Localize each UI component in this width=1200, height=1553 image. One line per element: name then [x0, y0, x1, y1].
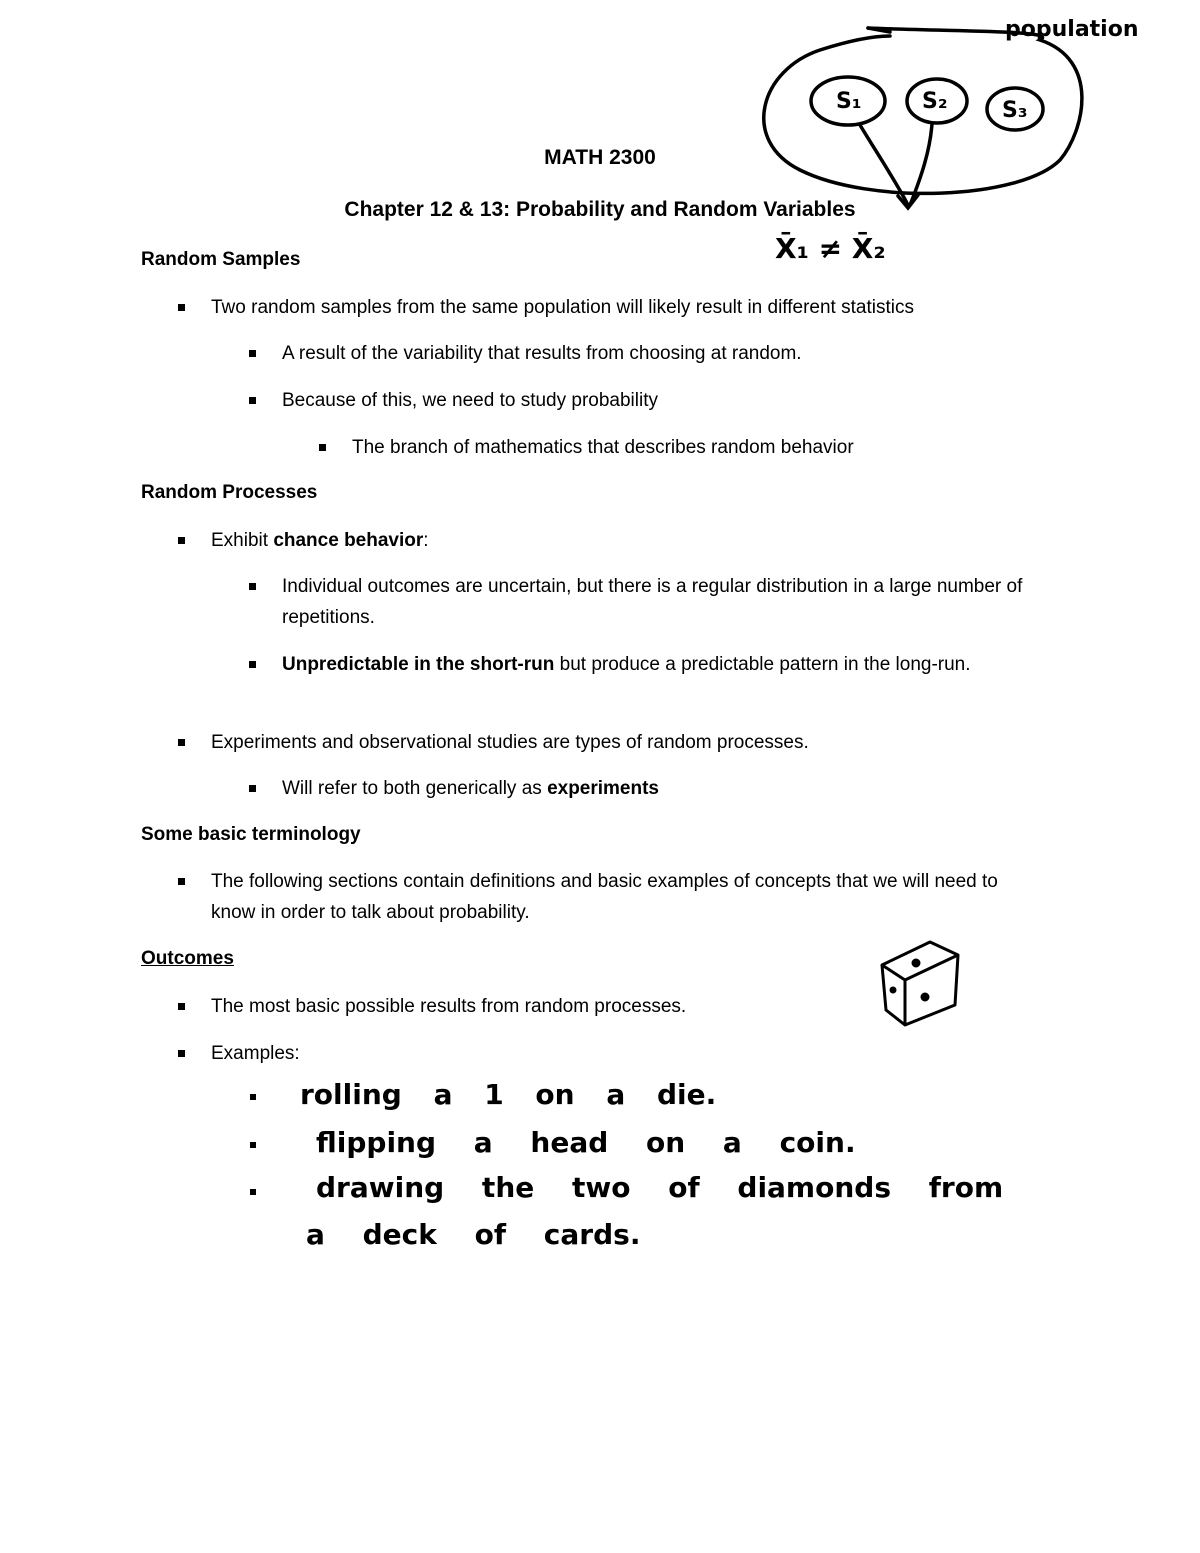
example-handwritten: rolling a 1 on a die.: [300, 1078, 717, 1111]
example-handwritten: flipping a head on a coin.: [316, 1126, 856, 1159]
list-item: Unpredictable in the short-run but produce a predictable pattern in the long-run.: [282, 649, 1042, 680]
heading-terminology: Some basic terminology: [141, 824, 361, 845]
list-item: Because of this, we need to study probability: [282, 385, 658, 416]
course-title: MATH 2300: [544, 146, 656, 169]
bullet-icon: [250, 1094, 256, 1100]
list-item: Examples:: [211, 1038, 300, 1069]
population-diagram: [764, 28, 1082, 208]
sample-label-1: S₁: [836, 89, 862, 114]
list-item: A result of the variability that results from choosing at random.: [282, 338, 802, 369]
sample-label-3: S₃: [1002, 98, 1028, 123]
list-item: The following sections contain definitions and basic examples of concepts that we will need to know in order to talk about probability.: [211, 866, 1041, 928]
heading-outcomes: Outcomes: [141, 948, 234, 969]
example-handwritten: a deck of cards.: [306, 1218, 641, 1251]
list-item: The most basic possible results from random processes.: [211, 991, 686, 1022]
example-handwritten: drawing the two of diamonds from: [316, 1171, 1004, 1204]
bullet-icon: [250, 1189, 256, 1195]
population-label: population: [1005, 17, 1139, 42]
chapter-title: Chapter 12 & 13: Probability and Random Variables: [344, 198, 856, 221]
sample-label-2: S₂: [922, 89, 948, 114]
list-item: Individual outcomes are uncertain, but there is a regular distribution in a large number of repetitions.: [282, 571, 1042, 633]
heading-random-samples: Random Samples: [141, 249, 301, 270]
list-item: Exhibit chance behavior:: [211, 525, 429, 556]
list-item: Experiments and observational studies are types of random processes.: [211, 727, 809, 758]
bullet-icon: [250, 1142, 256, 1148]
xbar-inequality: X̄₁ ≠ X̄₂: [775, 232, 886, 265]
list-item: Will refer to both generically as experiments: [282, 773, 659, 804]
list-item: Two random samples from the same population will likely result in different statistics: [211, 292, 914, 323]
die-sketch-icon: [882, 942, 958, 1025]
heading-random-processes: Random Processes: [141, 482, 318, 503]
list-item: The branch of mathematics that describes random behavior: [352, 432, 854, 463]
